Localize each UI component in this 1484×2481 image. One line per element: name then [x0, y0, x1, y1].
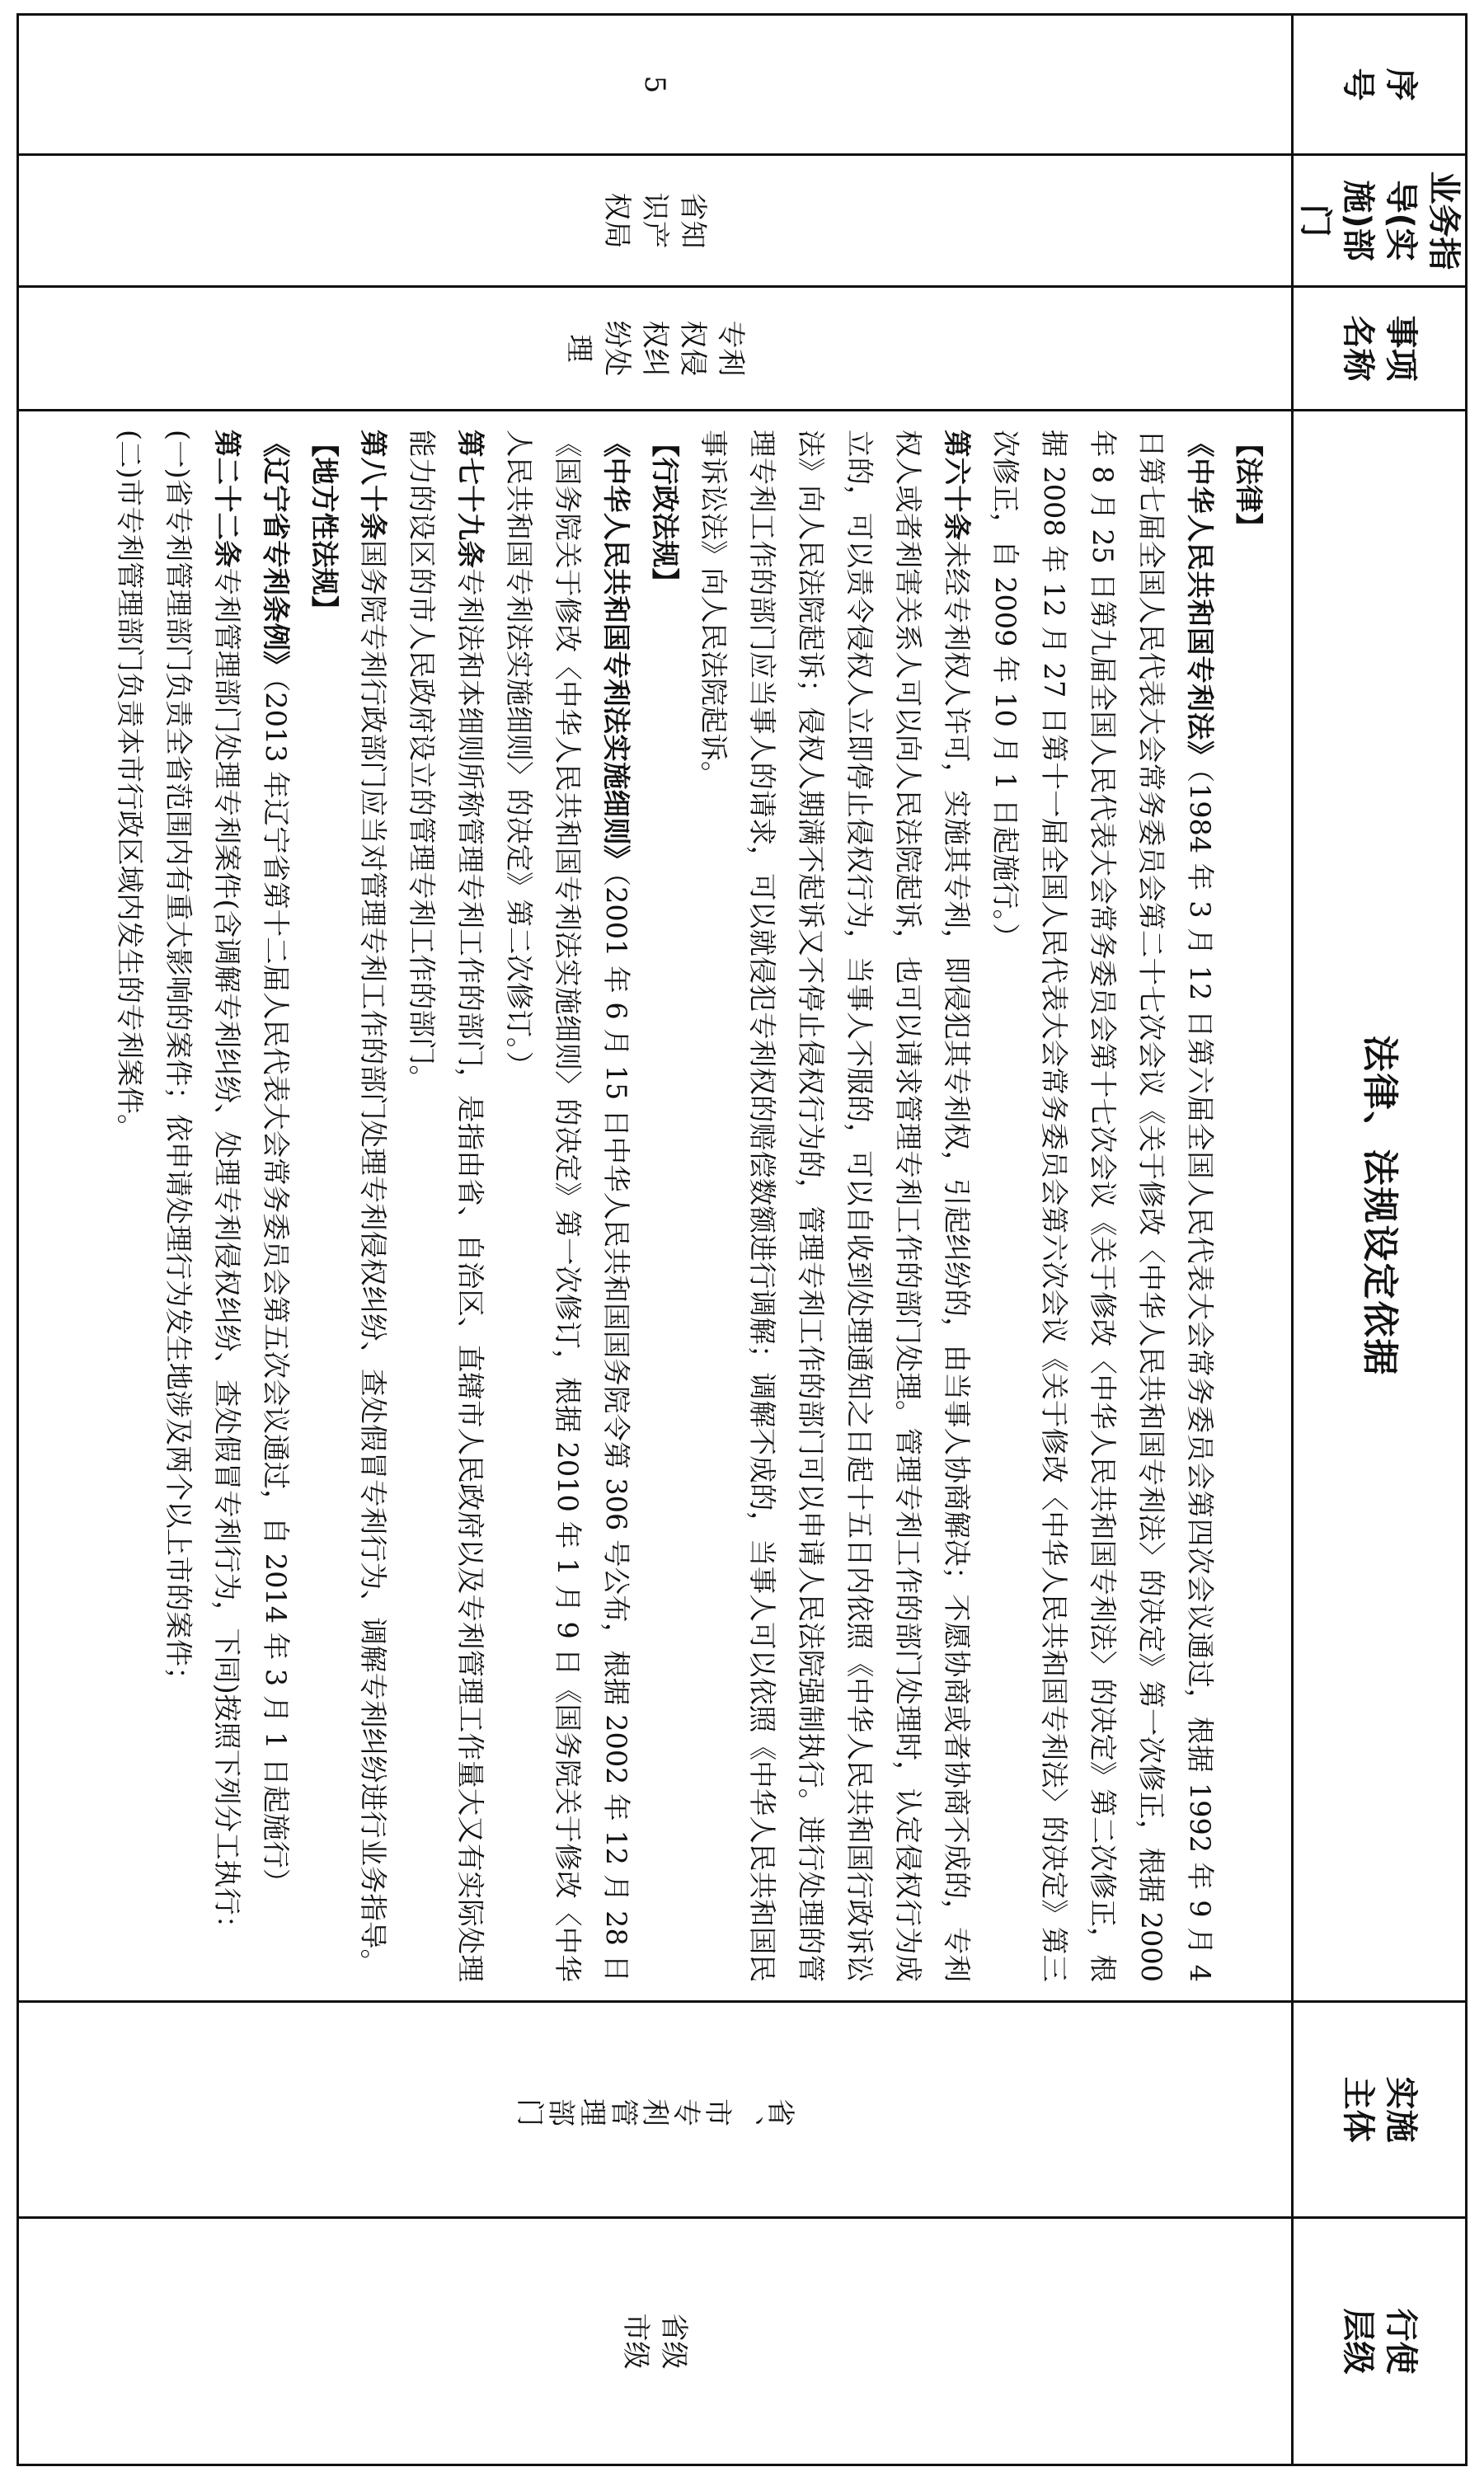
- article-60-label: 第六十条: [941, 430, 973, 541]
- list-item: (一)省专利管理部门负责全省范围内有重大影响的案件；依申请处理行为发生地涉及两个以上市的案件；: [162, 430, 195, 1694]
- section-admin: 【行政法规】: [649, 430, 681, 595]
- header-item: 事项名称: [1293, 287, 1467, 411]
- rules-title: 《中华人民共和国专利法实施细则》: [600, 430, 632, 873]
- row-item: 专利权侵权纠纷处理: [18, 287, 1293, 411]
- header-level: 行使层级: [1293, 2218, 1467, 2465]
- article-79-label: 第七十九条: [454, 430, 486, 569]
- header-body: 实施主体: [1293, 2002, 1467, 2218]
- article-80-body: 国务院专利行政部门应当对管理专利工作的部门处理专利侵权纠纷、查处假冒专利行为、调解专利纠纷进行业务指导。: [357, 540, 389, 1976]
- regulation-table: [16, 13, 1468, 2466]
- row-law-content: [18, 411, 1293, 2002]
- header-law-basis: 法律、法规设定依据: [1293, 411, 1467, 2002]
- rules-body: （2001 年 6 月 15 日中华人民共和国国务院令第 306 号公布，根据 2002 年 12 月 28 日《国务院关于修改〈中华人民共和国专利法实施细则〉的决定》第一次修订，根据 2010 年 1 月 9 日《国务院关于修改〈中华人民共和国专利法实施细则〉的决定》第二次修订。）: [503, 430, 632, 1982]
- row-seq: 5: [18, 15, 1293, 155]
- list-item: (二)市专利管理部门负责本市行政区域内发生的专利案件。: [114, 430, 146, 1142]
- article-79-body: 专利法和本细则所称管理专利工作的部门，是指由省、自治区、直辖市人民政府以及专利管理工作量大又有实际处理能力的设区的市人民政府设立的管理专利工作的部门。: [406, 430, 486, 1983]
- article-80-label: 第八十条: [357, 430, 389, 540]
- header-dept: 业务指导(实施)部门: [1293, 155, 1467, 287]
- article-60-body: 未经专利权人许可，实施其专利，即侵犯其专利权，引起纠纷的，由当事人协商解决；不愿协商或者协商不成的，专利权人或者利害关系人可以向人民法院起诉，也可以请求管理专利工作的部门处理。管理专利工作的部门处理时，认定侵权行为成立的，可以责令侵权人立即停止侵权行为，当事人不服的，可以自收到处理通知之日起十五日内依照《中华人民共和国行政诉讼法》向人民法院起诉；侵权人期满不起诉又不停止侵权行为的，管理专利工作的部门可以申请人民法院强制执行。进行处理的管理专利工作的部门应当事人的请求，可以就侵犯专利权的赔偿数额进行调解；调解不成的，当事人可以依照《中华人民共和国民事诉讼法》向人民法院起诉。: [697, 430, 973, 1983]
- section-local: 【地方性法规】: [308, 430, 340, 623]
- patent-law-body: （1984 年 3 月 12 日第六届全国人民代表大会常务委员会第四次会议通过，根据 1992 年 9 月 4 日第七届全国人民代表大会常务委员会第二十七次会议《关于修改〈中华人民共和国专利法〉的决定》第一次修正，根据 2000 年 8 月 25 日第九届全国人民代表大会常务委员会第十七次会议《关于修改〈中华人民共和国专利法〉的决定》第二次修正，根据 2008 年 12 月 27 日第十一届全国人民代表大会常务委员会第六次会议《关于修改〈中华人民共和国专利法〉的决定》第三次修正，自 2009 年 10 月 1 日起施行。）: [989, 430, 1216, 1982]
- liaoning-body: （2013 年辽宁省第十二届人民代表大会常务委员会第五次会议通过，自 2014 年 3 月 1 日起施行）: [260, 678, 292, 1896]
- patent-law-title: 《中华人民共和国专利法》: [1184, 430, 1216, 769]
- liaoning-title: 《辽宁省专利条例》: [260, 430, 292, 679]
- section-law: 【法律】: [1233, 430, 1265, 540]
- header-seq: 序号: [1293, 15, 1467, 155]
- table-row: [18, 15, 1293, 2465]
- article-22-label: 第二十二条: [211, 430, 243, 568]
- row-level: 省级市级: [18, 2218, 1293, 2465]
- article-22-body: 专利管理部门处理专利案件(含调解专利纠纷、处理专利侵权纠纷、查处假冒专利行为，下同)按照下列分工执行：: [211, 567, 243, 1943]
- row-dept: 省知识产权局: [18, 155, 1293, 287]
- table-header-row: [1293, 15, 1467, 2465]
- row-body: 省、市专利管理部门: [18, 2002, 1293, 2218]
